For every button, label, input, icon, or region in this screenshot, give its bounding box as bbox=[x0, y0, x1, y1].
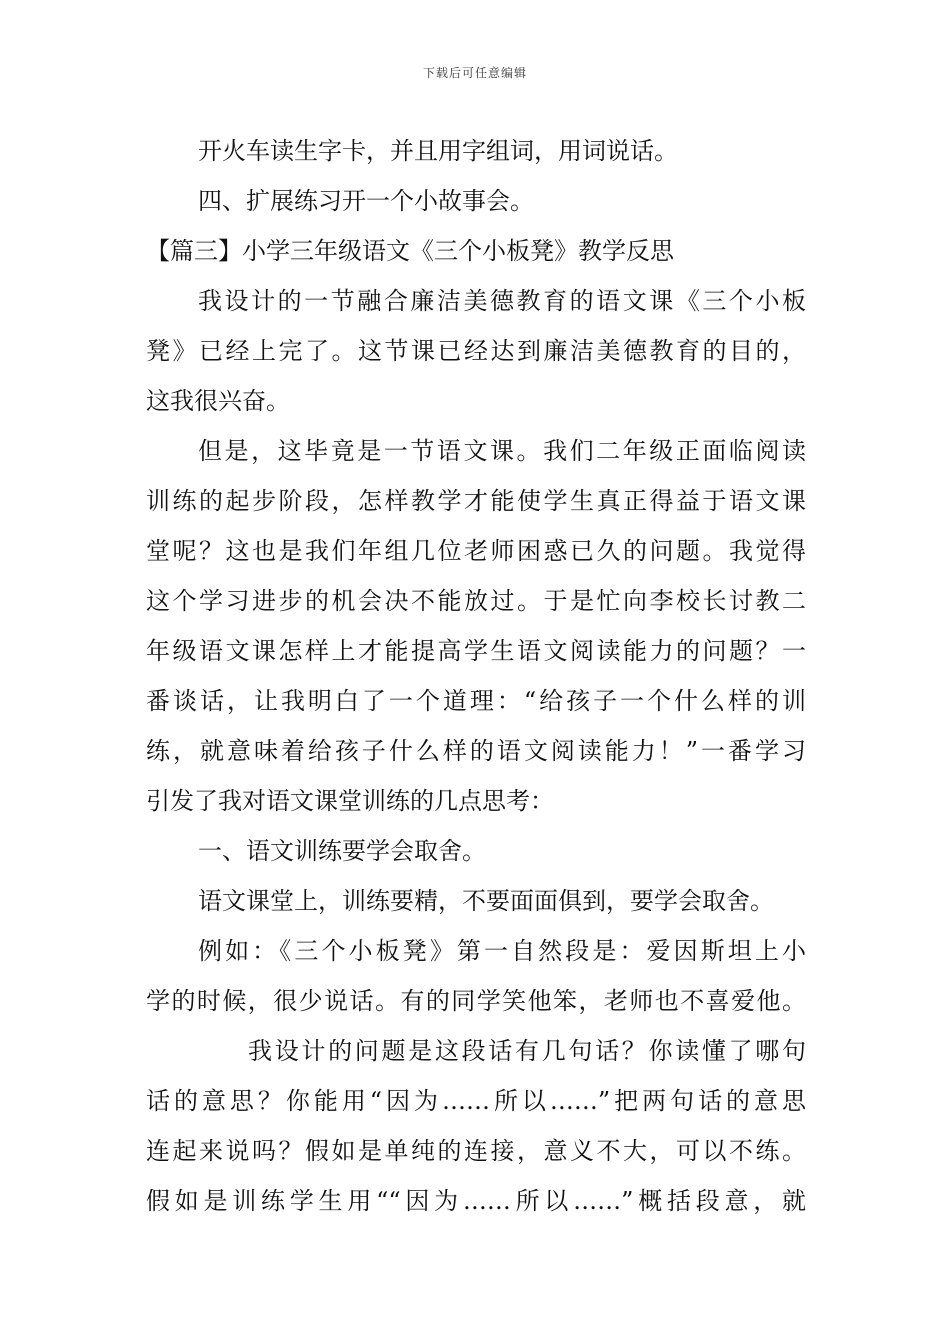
paragraph-line: 堂呢？这也是我们年组几位老师困惑已久的问题。我觉得 bbox=[146, 537, 806, 565]
paragraph-line: 凳》已经上完了。这节课已经达到廉洁美德教育的目的， bbox=[146, 337, 806, 365]
paragraph-line: 话的意思？你能用“因为……所以……”把两句话的意思 bbox=[146, 1087, 806, 1115]
paragraph-line: 练，就意味着给孩子什么样的语文阅读能力！”一番学习 bbox=[146, 737, 806, 765]
paragraph-line: 番谈话，让我明白了一个道理：“给孩子一个什么样的训 bbox=[146, 687, 806, 715]
paragraph-line: 我设计的问题是这段话有几句话？你读懂了哪句 bbox=[248, 1037, 806, 1065]
paragraph-line: 连起来说吗？假如是单纯的连接，意义不大，可以不练。 bbox=[146, 1137, 806, 1165]
paragraph-line: 假如是训练学生用““因为……所以……”概括段意，就 bbox=[146, 1187, 806, 1215]
paragraph-line: 这我很兴奋。 bbox=[146, 387, 290, 415]
paragraph-line: 年级语文课怎样上才能提高学生语文阅读能力的问题？一 bbox=[146, 637, 806, 665]
page-header: 下载后可任意编辑 bbox=[422, 66, 527, 80]
paragraph-line: 我设计的一节融合廉洁美德教育的语文课《三个小板 bbox=[198, 287, 806, 315]
section-heading: 【篇三】小学三年级语文《三个小板凳》教学反思 bbox=[146, 237, 674, 265]
document-body bbox=[146, 126, 806, 1226]
paragraph-line: 但是，这毕竟是一节语文课。我们二年级正面临阅读 bbox=[198, 437, 806, 465]
subheading-line: 一、语文训练要学会取舍。 bbox=[198, 837, 486, 865]
paragraph-line: 语文课堂上，训练要精，不要面面俱到，要学会取舍。 bbox=[198, 887, 774, 915]
paragraph-line: 开火车读生字卡，并且用字组词，用词说话。 bbox=[198, 137, 678, 165]
paragraph-line: 学的时候，很少说话。有的同学笑他笨，老师也不喜爱他。 bbox=[146, 987, 806, 1015]
paragraph-line: 这个学习进步的机会决不能放过。于是忙向李校长讨教二 bbox=[146, 587, 806, 615]
paragraph-line: 例如：《三个小板凳》第一自然段是：爱因斯坦上小 bbox=[198, 937, 806, 965]
paragraph-line: 引发了我对语文课堂训练的几点思考： bbox=[146, 787, 554, 815]
paragraph-line: 训练的起步阶段，怎样教学才能使学生真正得益于语文课 bbox=[146, 487, 806, 515]
paragraph-line: 四、扩展练习开一个小故事会。 bbox=[198, 187, 534, 215]
